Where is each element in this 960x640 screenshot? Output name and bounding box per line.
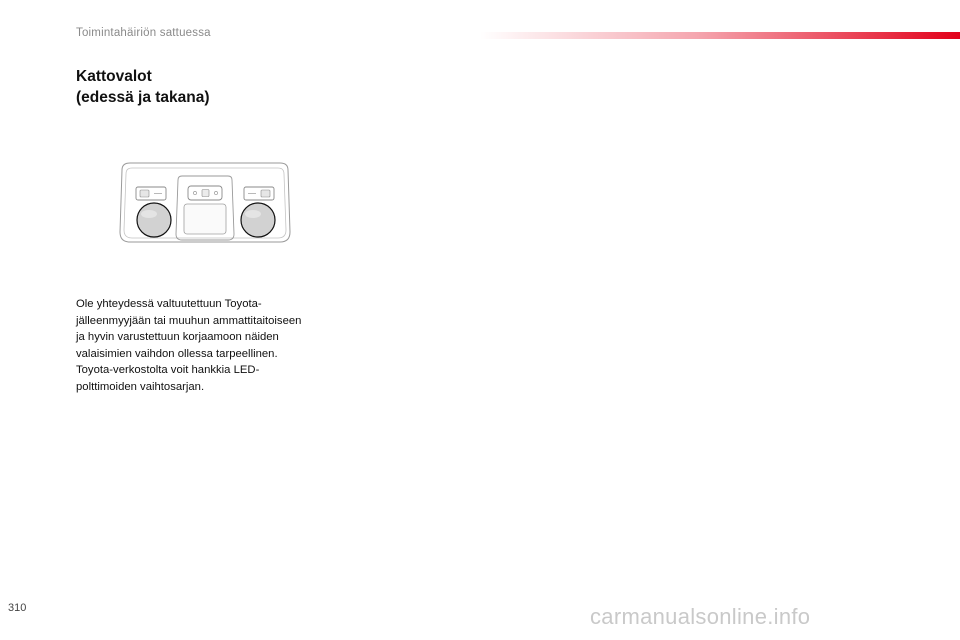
page-title-line-2: (edessä ja takana) (76, 89, 210, 106)
body-text (76, 296, 336, 396)
section-header: Toimintahäiriön sattuessa (76, 27, 211, 39)
body-line-5: Toyota-verkostolta voit hankkia LED- (76, 364, 260, 377)
body-line-6: polttimoiden vaihtosarjan. (76, 380, 205, 393)
header-accent-bar (480, 32, 960, 39)
page-title-line-1: Kattovalot (76, 68, 152, 85)
body-line-3: ja hyvin varustettuun korjaamoon näiden (76, 331, 279, 344)
body-line-4: valaisimien vaihdon ollessa tarpeellinen. (76, 347, 278, 360)
watermark: carmanualsonline.info (590, 604, 811, 629)
page-number: 310 (8, 602, 27, 614)
page-title (76, 66, 210, 108)
body-line-2: jälleenmyyjään tai muuhun ammattitaitoiseen (76, 314, 302, 327)
body-line-1: Ole yhteydessä valtuutettuun Toyota- (76, 298, 262, 310)
ceiling-lights-console-icon (116, 160, 294, 246)
